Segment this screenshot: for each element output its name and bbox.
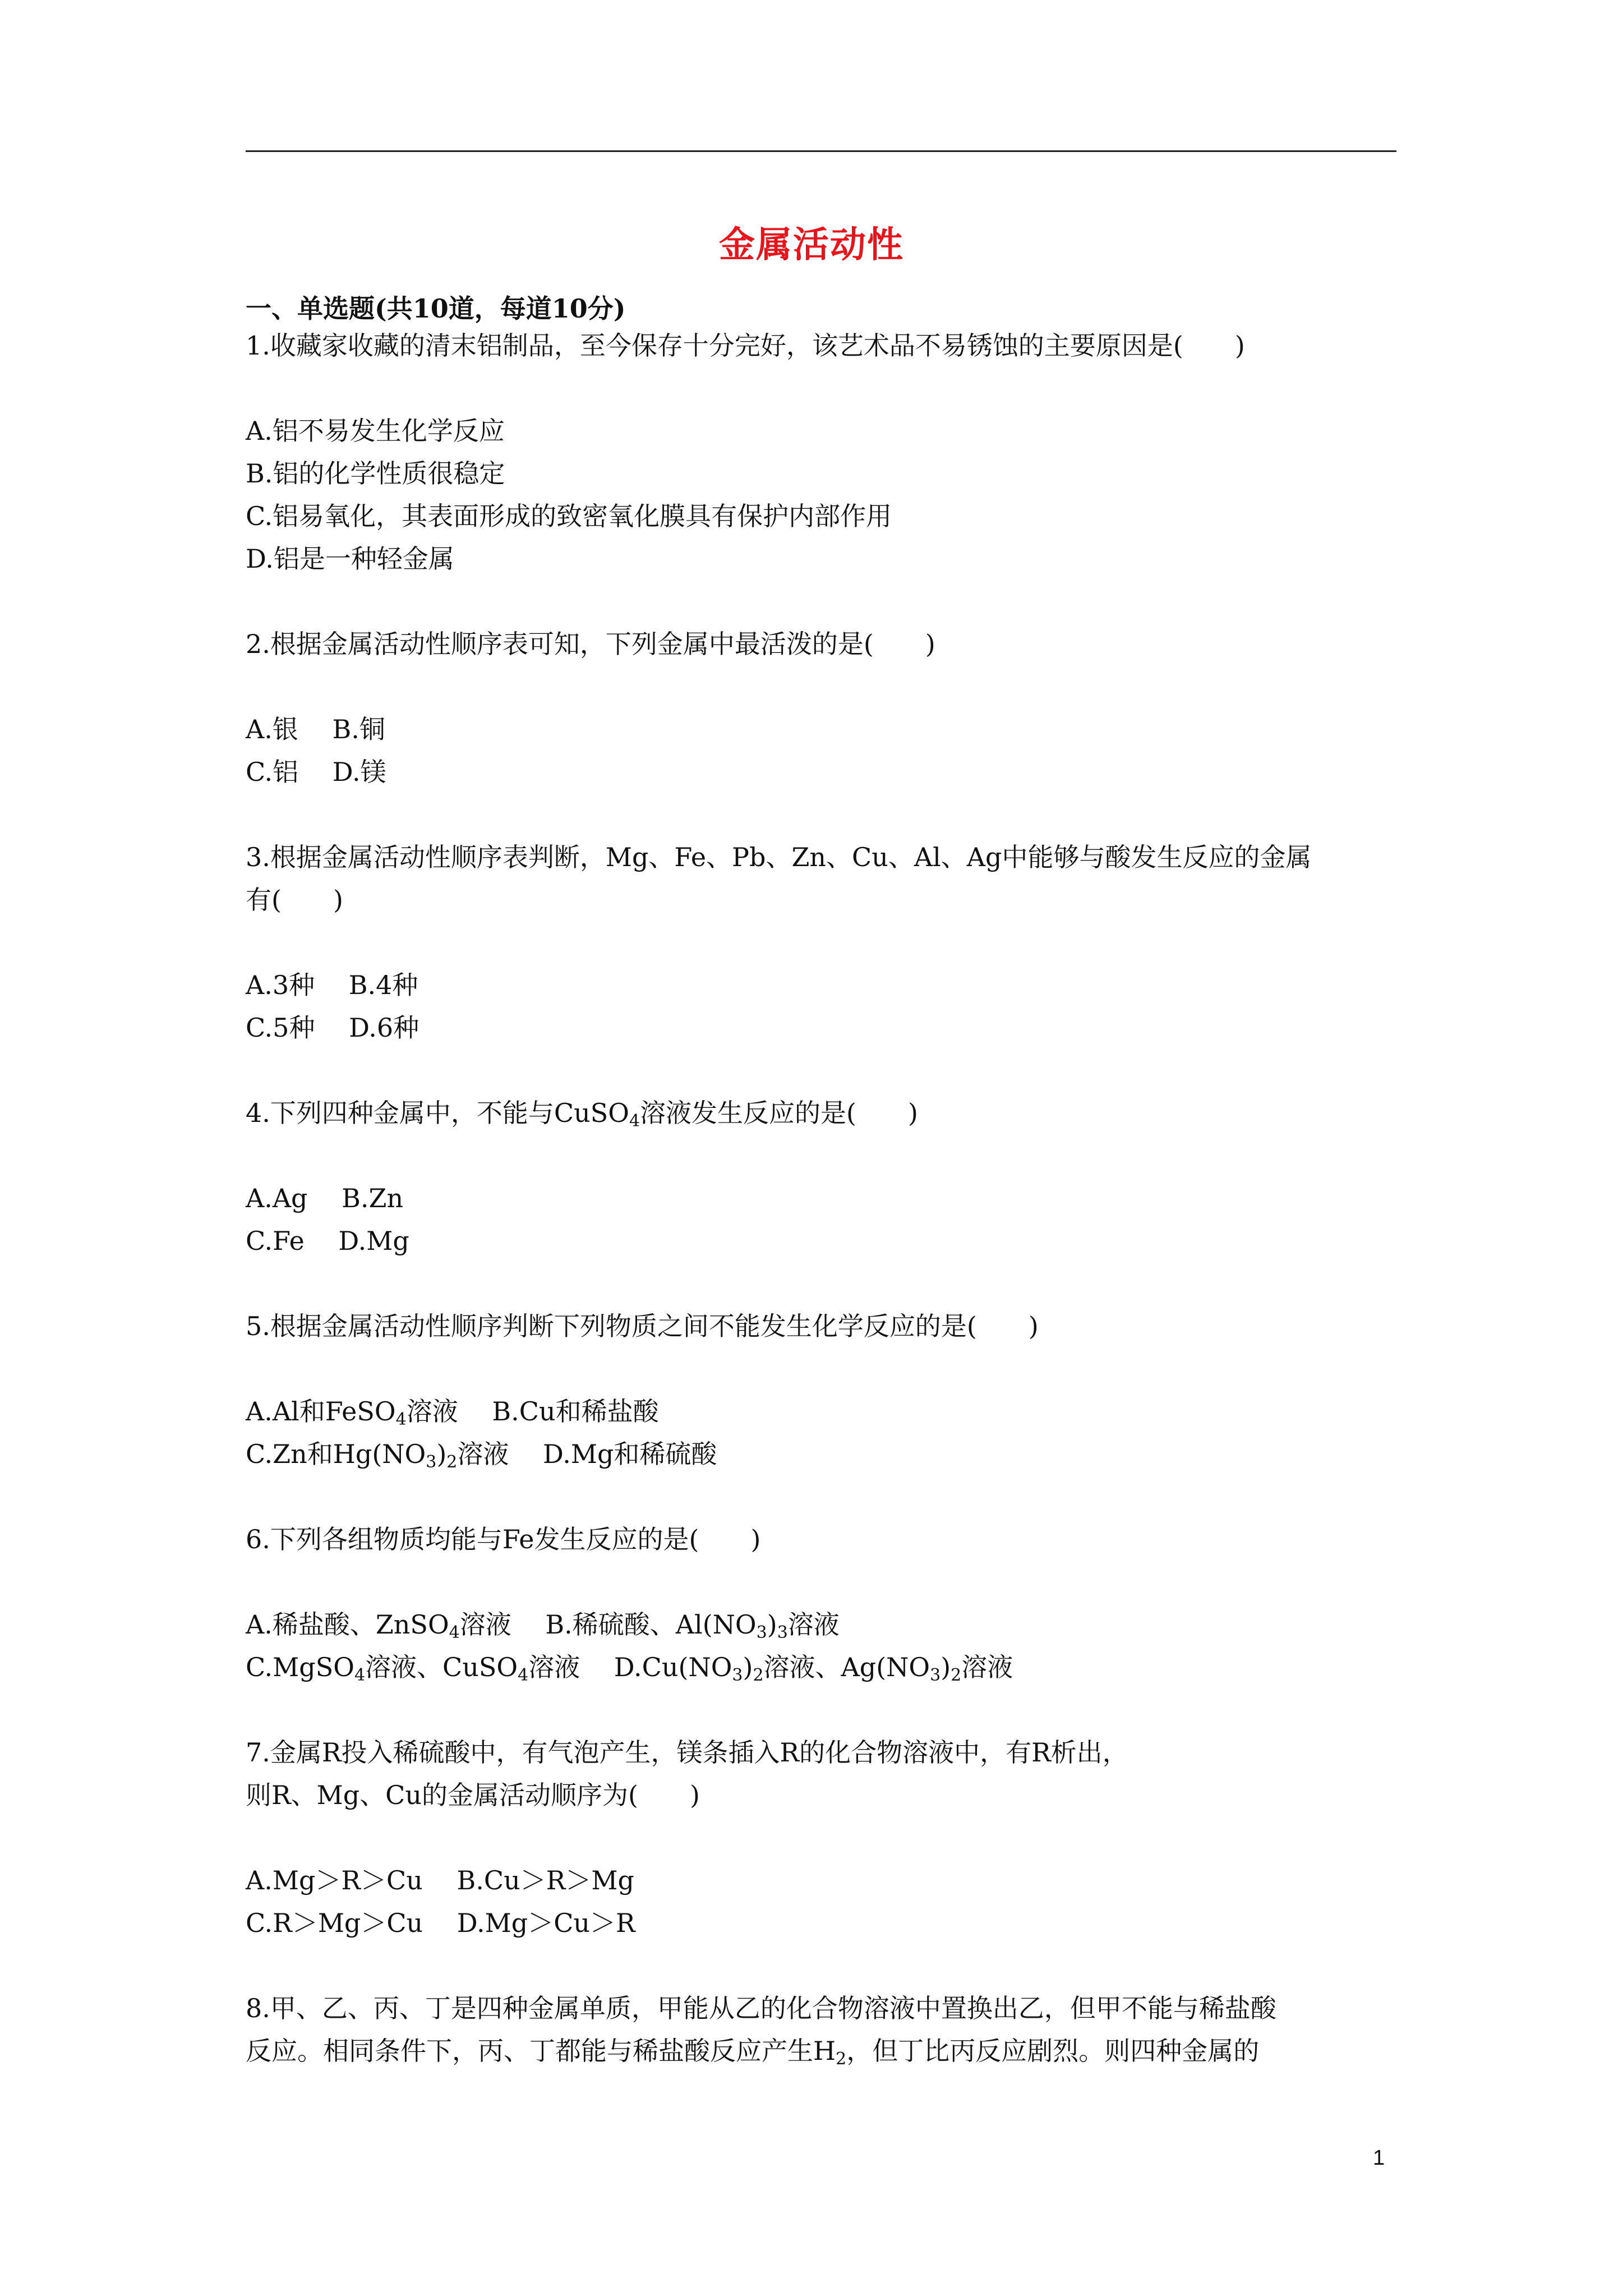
question-3-stem-line-1: 3.根据金属活动性顺序表判断，Mg、Fe、Pb、Zn、Cu、Al、Ag中能够与酸发生反应的金属 [246,842,1312,872]
question-2-stem: 2.根据金属活动性顺序表可知，下列金属中最活泼的是( ) [246,629,935,659]
question-5-options-row-1: A.Al和FeSO$_4$溶液 B.Cu和稀盐酸 [246,1396,659,1429]
header-rule [246,150,1396,152]
page-number: 1 [1373,2146,1385,2170]
question-4-options-row-1: A.Ag B.Zn [246,1183,404,1213]
question-3-options-row-2: C.5种 D.6种 [246,1013,419,1043]
question-7-stem-line-1: 7.金属R投入稀硫酸中，有气泡产生，镁条插入R的化合物溶液中，有R析出， [246,1737,1128,1768]
question-6-stem: 6.下列各组物质均能与Fe发生反应的是( ) [246,1524,761,1554]
question-6-options-row-1: A.稀盐酸、ZnSO$_4$溶液 B.稀硫酸、$Al(NO_3)_3$溶液 [246,1609,840,1642]
question-6-options-row-2: C.MgSO$_4$溶液、CuSO$_4$溶液 $D.Cu(NO_3)_2$溶液、$Ag(NO_3)_2$溶液 [246,1652,1013,1685]
question-3-options-row-1: A.3种 B.4种 [246,970,418,1000]
question-5-stem: 5.根据金属活动性顺序判断下列物质之间不能发生化学反应的是( ) [246,1311,1039,1341]
question-2-options-row-1: A.银 B.铜 [246,714,385,744]
question-8-stem-line-1: 8.甲、乙、丙、丁是四种金属单质，甲能从乙的化合物溶液中置换出乙，但甲不能与稀盐酸 [246,1993,1276,2023]
question-5-options-row-2: C.Zn和$Hg(NO_3)_2$溶液 D.Mg和稀硫酸 [246,1439,717,1472]
question-1-stem: 1.收藏家收藏的清末铝制品，至今保存十分完好，该艺术品不易锈蚀的主要原因是( ) [246,330,1245,361]
question-1-option-c: C.铝易氧化，其表面形成的致密氧化膜具有保护内部作用 [246,501,892,531]
question-3-stem-line-2: 有( ) [246,885,343,915]
section-heading: 一、单选题(共10道，每道10分) [246,293,626,324]
page-title: 金属活动性 [719,224,904,266]
question-2-options-row-2: C.铝 D.镁 [246,757,386,787]
question-1-option-b: B.铝的化学性质很稳定 [246,458,505,489]
question-1-option-a: A.铝不易发生化学反应 [246,416,505,446]
question-4-stem: 4.下列四种金属中，不能与CuSO$_4$溶液发生反应的是( ) [246,1098,918,1131]
question-7-stem-line-2: 则R、Mg、Cu的金属活动顺序为( ) [246,1780,700,1810]
question-4-options-row-2: C.Fe D.Mg [246,1226,409,1256]
question-1-option-d: D.铝是一种轻金属 [246,544,454,574]
question-7-options-row-2: C.R＞Mg＞Cu D.Mg＞Cu＞R [246,1908,635,1938]
question-7-options-row-1: A.Mg＞R＞Cu B.Cu＞R＞Mg [246,1865,634,1895]
question-8-stem-line-2: 反应。相同条件下，丙、丁都能与稀盐酸反应产生$H_2$，但丁比丙反应剧烈。则四种金属的 [246,2036,1260,2069]
